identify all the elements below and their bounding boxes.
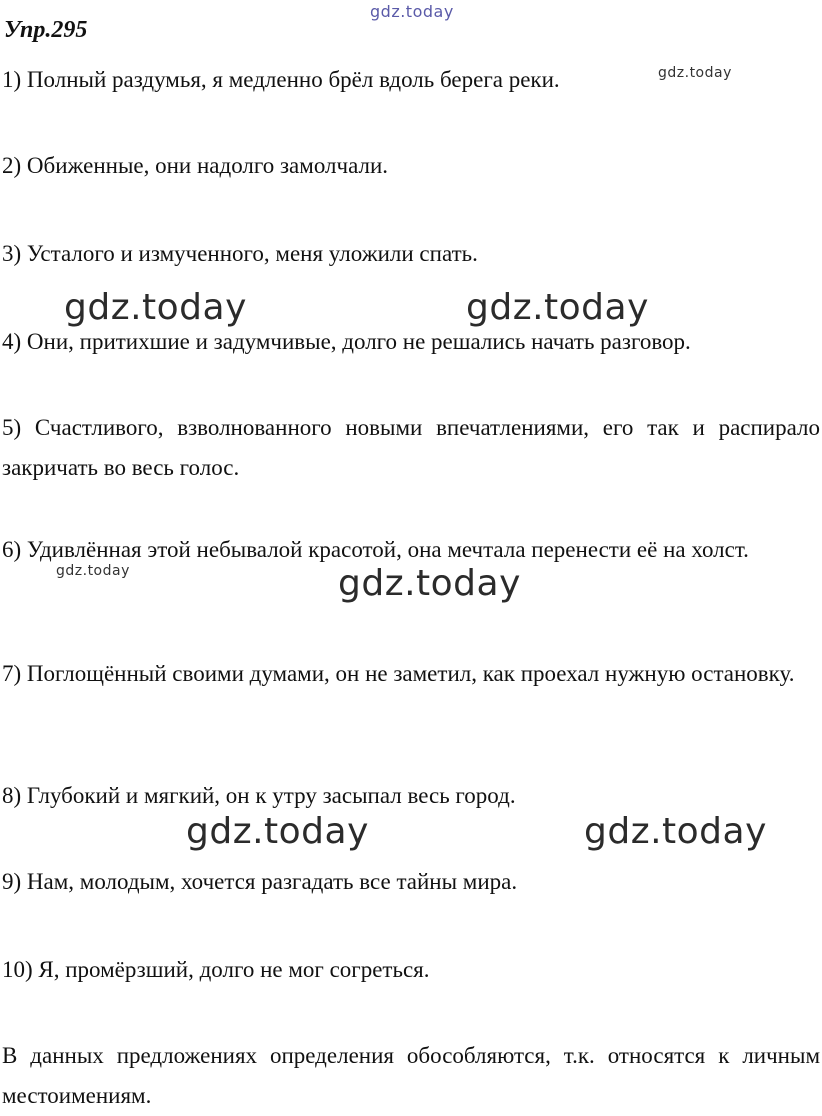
sentence-9: 9) Нам, молодым, хочется разгадать все тайны мира. bbox=[2, 869, 518, 894]
sentence-6: 6) Удивлённая этой небывалой красотой, она мечтала перенести её на холст. bbox=[2, 537, 749, 562]
sentence-7: 7) Поглощённый своими думами, он не заметил, как проехал нужную остановку. bbox=[2, 661, 795, 686]
sentence-10: 10) Я, промёрзший, долго не мог согреться. bbox=[2, 957, 430, 982]
watermark-large-5: gdz.today bbox=[584, 811, 767, 852]
sentence-1: 1) Полный раздумья, я медленно брёл вдоль берега реки. bbox=[2, 67, 560, 92]
sentence-2: 2) Обиженные, они надолго замолчали. bbox=[2, 153, 389, 178]
watermark-large-3: gdz.today bbox=[338, 563, 521, 604]
sentence-8: 8) Глубокий и мягкий, он к утру засыпал весь город. bbox=[2, 783, 516, 808]
conclusion-text: В данных предложениях определения обособляются, т.к. относятся к личным местоимениям. bbox=[2, 1043, 820, 1108]
sentence-3: 3) Усталого и измученного, меня уложили спать. bbox=[2, 241, 478, 266]
sentence-4: 4) Они, притихшие и задумчивые, долго не решались начать разговор. bbox=[2, 329, 691, 354]
watermark-top: gdz.today bbox=[370, 2, 454, 21]
sentence-5: 5) Счастливого, взволнованного новыми впечатлениями, его так и распирало закричать во весь голос. bbox=[2, 415, 820, 480]
watermark-large-2: gdz.today bbox=[466, 287, 649, 328]
watermark-large-1: gdz.today bbox=[64, 287, 247, 328]
watermark-large-4: gdz.today bbox=[186, 811, 369, 852]
watermark-small-1: gdz.today bbox=[658, 65, 732, 81]
exercise-title: Упр.295 bbox=[4, 17, 88, 43]
watermark-small-2: gdz.today bbox=[56, 563, 130, 579]
